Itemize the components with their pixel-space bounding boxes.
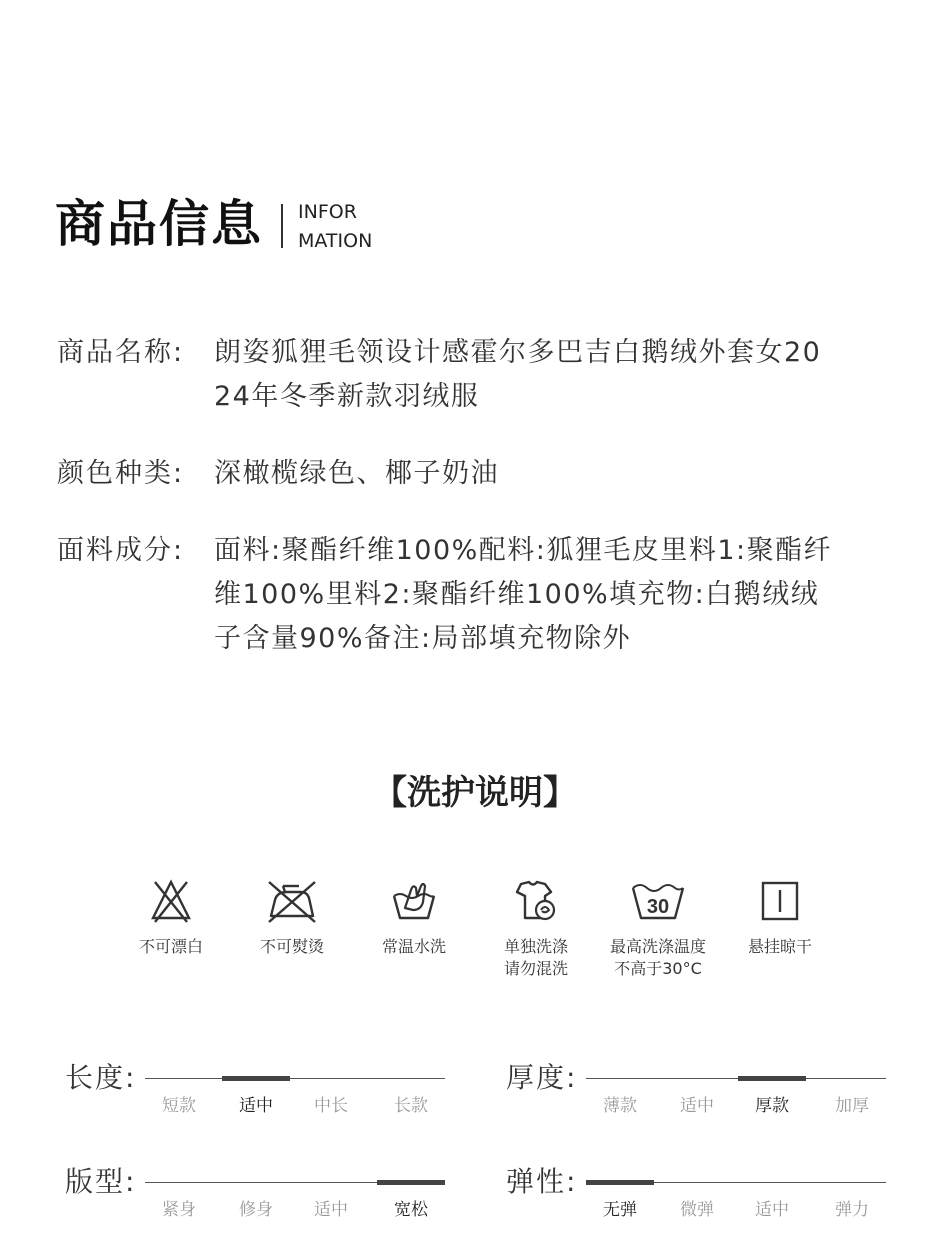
care-label-line: 单独洗涤: [503, 937, 568, 956]
care-item-hand-wash: [344, 878, 484, 958]
wash-30-icon: [630, 878, 686, 924]
care-title: 【洗护说明】: [373, 773, 577, 813]
product-name-value: [214, 331, 894, 419]
care-label-line: 悬挂晾干: [747, 937, 812, 956]
length-option-short: 短款: [162, 1096, 196, 1116]
fit-option-loose: 宽松: [394, 1200, 428, 1220]
product-name-label: 商品名称:: [57, 337, 185, 368]
thickness-option-extra-thick: 加厚: [835, 1096, 869, 1116]
page-title: 商品信息: [55, 195, 263, 253]
fabric-label: 面料成分:: [57, 535, 185, 566]
thickness-label: 厚度:: [506, 1061, 578, 1094]
color-value: [214, 452, 894, 496]
title-english-line2: MATION: [298, 230, 373, 252]
elasticity-scale-marker: [586, 1180, 654, 1185]
color-label: 颜色种类:: [57, 458, 185, 489]
thickness-scale-marker: [738, 1076, 806, 1081]
length-option-medium: 适中: [239, 1096, 273, 1116]
fabric-value: [214, 529, 894, 661]
length-option-long: 长款: [394, 1096, 428, 1116]
fabric-line: 子含量90%备注:局部填充物除外: [214, 623, 632, 654]
care-label-line: 请勿混洗: [503, 959, 568, 978]
title-english-line1: INFOR: [298, 201, 357, 223]
fit-option-slim: 修身: [239, 1200, 273, 1220]
thickness-option-medium: 适中: [680, 1096, 714, 1116]
care-label: [222, 936, 362, 958]
fabric-line: 维100%里料2:聚酯纤维100%填充物:白鹅绒绒: [214, 579, 820, 610]
no-iron-icon: [267, 878, 317, 924]
length-label: 长度:: [65, 1061, 137, 1094]
length-option-mid-long: 中长: [314, 1096, 348, 1116]
care-item-wash-30: [588, 878, 728, 980]
length-scale-line: [145, 1078, 445, 1079]
hang-dry-icon: [757, 878, 803, 924]
care-label-line: 不可漂白: [138, 937, 203, 956]
elasticity-option-slight: 微弹: [680, 1200, 714, 1220]
care-label-line: 不可熨烫: [259, 937, 324, 956]
wash-separately-icon: [513, 878, 559, 924]
wash-temp-text: 30: [646, 896, 670, 918]
thickness-option-thin: 薄款: [603, 1096, 637, 1116]
care-item-hang-dry: [710, 878, 850, 958]
title-divider: [281, 204, 283, 248]
title-english: [298, 198, 372, 256]
fabric-line: 面料:聚酯纤维100%配料:狐狸毛皮里料1:聚酯纤: [214, 535, 833, 566]
product-name-line: 24年冬季新款羽绒服: [214, 381, 480, 412]
color-line: 深橄榄绿色、椰子奶油: [214, 458, 499, 489]
care-label-line: 最高洗涤温度: [609, 937, 706, 956]
elasticity-label: 弹性:: [506, 1165, 578, 1198]
elasticity-option-stretch: 弹力: [835, 1200, 869, 1220]
care-item-no-bleach: [101, 878, 241, 958]
product-name-line: 朗姿狐狸毛领设计感霍尔多巴吉白鹅绒外套女20: [214, 337, 822, 368]
care-label-line: 常温水洗: [381, 937, 446, 956]
fit-option-tight: 紧身: [162, 1200, 196, 1220]
length-scale-marker: [222, 1076, 290, 1081]
fit-label: 版型:: [65, 1165, 137, 1198]
care-label-line: 不高于30°C: [614, 959, 702, 978]
care-label: [710, 936, 850, 958]
elasticity-option-medium: 适中: [755, 1200, 789, 1220]
care-item-wash-separately: [466, 878, 606, 980]
fit-scale-marker: [377, 1180, 445, 1185]
care-label: [101, 936, 241, 958]
elasticity-option-none: 无弹: [603, 1200, 637, 1220]
thickness-option-thick: 厚款: [755, 1096, 789, 1116]
thickness-scale-line: [586, 1078, 886, 1079]
fit-option-medium: 适中: [314, 1200, 348, 1220]
care-item-no-iron: [222, 878, 362, 958]
hand-wash-icon: [391, 878, 437, 924]
care-label: [466, 936, 606, 980]
care-label: [344, 936, 484, 958]
no-bleach-icon: [149, 878, 193, 924]
care-label: [588, 936, 728, 980]
